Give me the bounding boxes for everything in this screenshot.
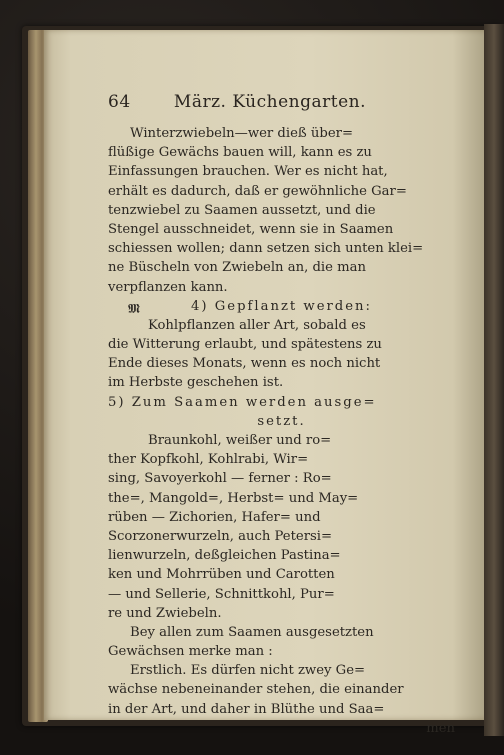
text-line: erhält es dadurch, daß er gewöhnliche Gar= [108, 183, 407, 199]
text-line: men [426, 720, 455, 736]
text-line: Scorzonerwurzeln, auch Petersi= [108, 528, 333, 544]
text-line: Ende dieses Monats, wenn es noch nicht [108, 356, 381, 372]
text-line: rüben — Zichorien, Hafer= und [108, 509, 321, 525]
text-line: im Herbste geschehen ist. [108, 375, 284, 391]
text-line: lienwurzeln, deßgleichen Pastina= [108, 548, 341, 564]
text-line: Stengel ausschneidet, wenn sie in Saamen [108, 221, 394, 237]
page-header [108, 92, 438, 112]
text-line: 5) Zum Saamen werden ausge= [108, 394, 377, 410]
text-line: ther Kopfkohl, Kohlrabi, Wir= [108, 452, 309, 468]
text-line: Erstlich. Es dürfen nicht zwey Ge= [130, 663, 366, 679]
text-line: Winterzwiebeln—wer dieß über= [130, 126, 353, 141]
facing-page-edge [484, 24, 504, 736]
text-line: re und Zwiebeln. [108, 605, 222, 621]
text-line: verpflanzen kann. [108, 279, 228, 295]
body-text [108, 124, 455, 738]
text-line: Braunkohl, weißer und ro= [148, 433, 332, 448]
text-line: 4) Gepflanzt werden: [191, 298, 372, 314]
text-line: ne Büscheln von Zwiebeln an, die man [108, 260, 366, 276]
text-line: tenzwiebel zu Saamen aussetzt, und die [108, 202, 376, 218]
text-line: die Witterung erlaubt, und spätestens zu [108, 337, 382, 353]
text-line: schiessen wollen; dann setzen sich unten klei= [108, 241, 424, 257]
text-line: — und Sellerie, Schnittkohl, Pur= [108, 586, 335, 602]
text-line: sing, Savoyerkohl — ferner : Ro= [108, 471, 332, 487]
text-line: the=, Mangold=, Herbst= und May= [108, 490, 359, 506]
text-line: ken und Mohrrüben und Carotten [108, 567, 335, 583]
running-title: März. Küchengarten. [173, 92, 366, 112]
text-line: setzt. [257, 413, 306, 429]
text-line: Gewächsen merke man : [108, 644, 273, 660]
text-line: Kohlpflanzen aller Art, sobald es [148, 317, 366, 333]
text-line: Einfassungen brauchen. Wer es nicht hat, [108, 164, 388, 180]
text-line: wächse nebeneinander stehen, die einander [108, 682, 404, 698]
page-number: 64 [108, 92, 131, 112]
text-line: flüßige Gewächs bauen will, kann es zu [108, 145, 372, 161]
text-line: Bey allen zum Saamen ausgesetzten [130, 624, 374, 640]
margin-marker: 𝕸 [128, 302, 140, 317]
text-line: in der Art, und daher in Blüthe und Saa= [108, 701, 385, 717]
